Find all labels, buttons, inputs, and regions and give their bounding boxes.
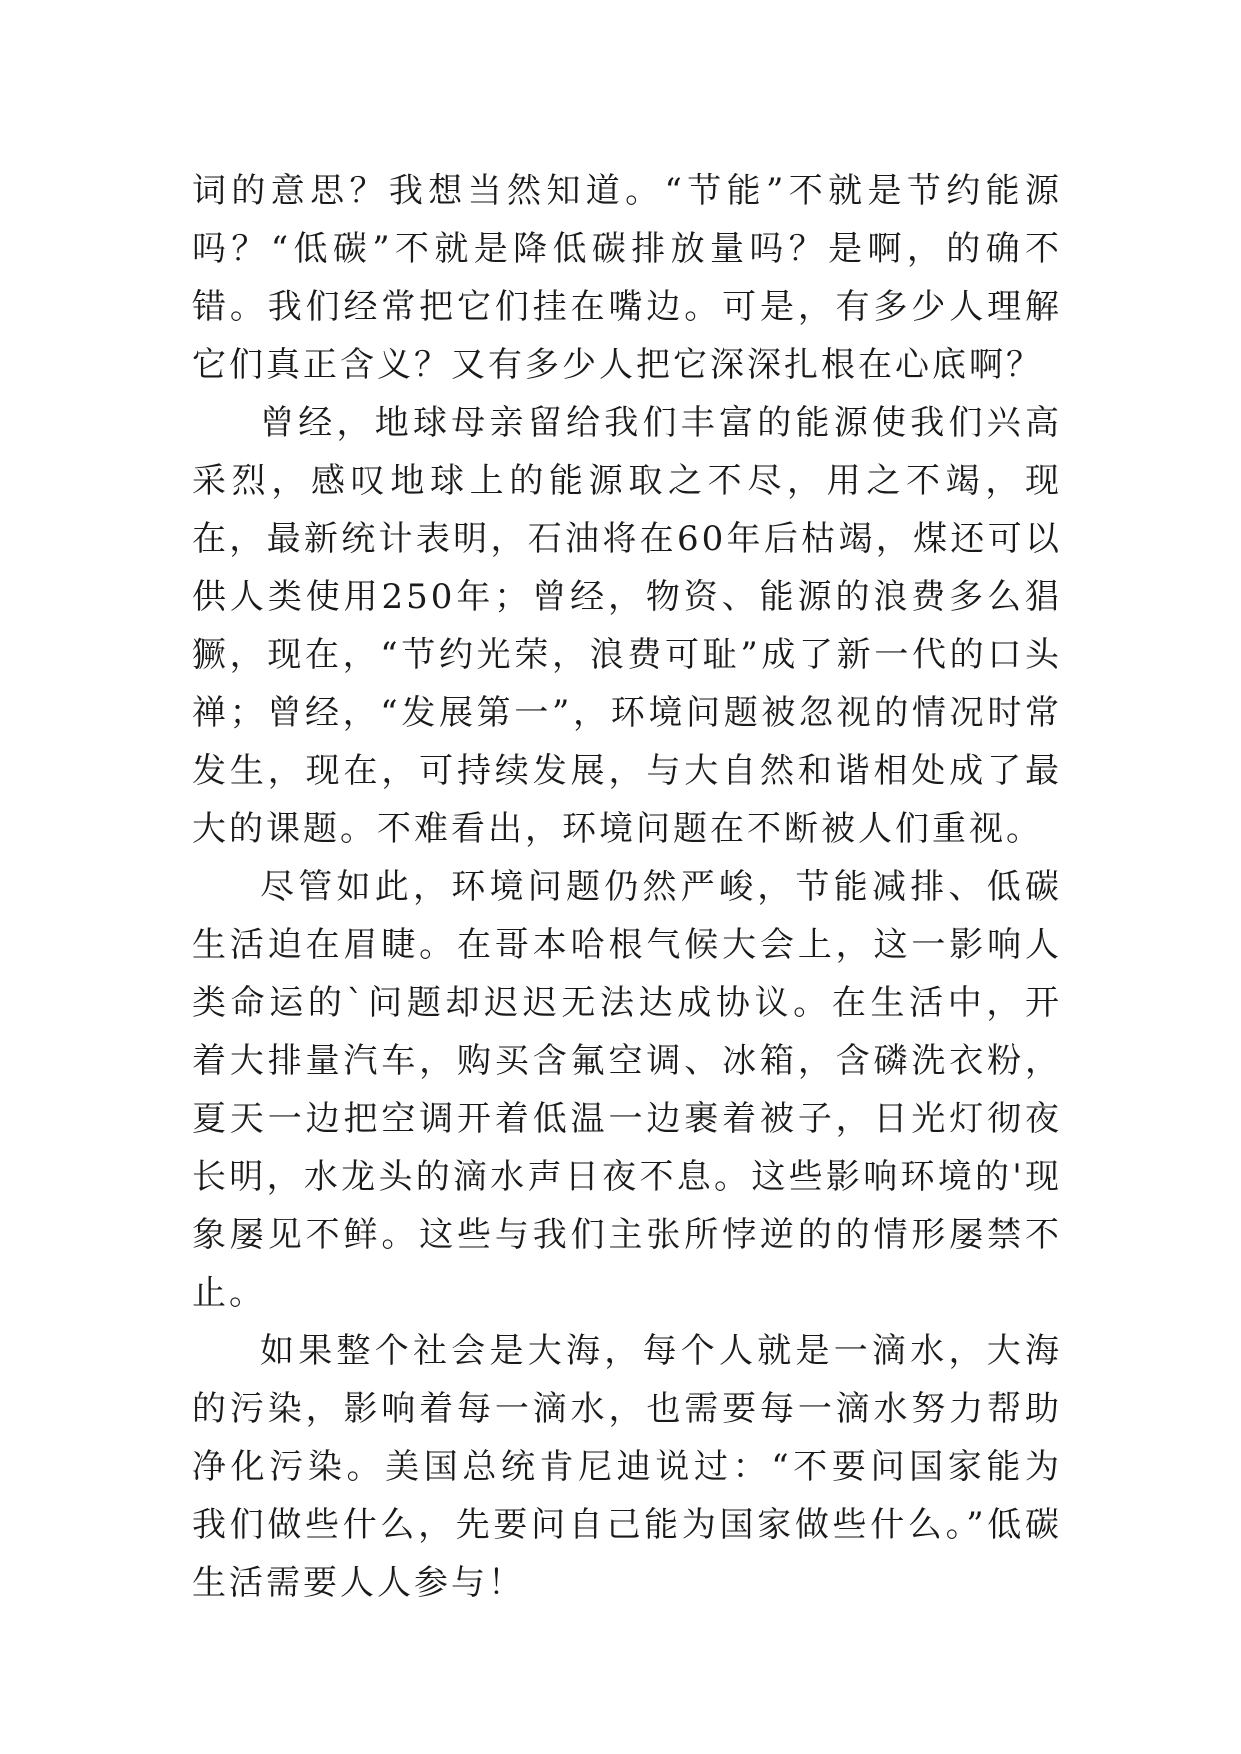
paragraph-2: 曾经，地球母亲留给我们丰富的能源使我们兴高采烈，感叹地球上的能源取之不尽，用之不竭，现在，最新统计表明，石油将在60年后枯竭，煤还可以供人类使用250年；曾经，物资、能源的浪费多么猖獗，现在，“节约光荣，浪费可耻”成了新一代的口头禅；曾经，“发展第一”，环境问题被忽视的情况时常发生，现在，可持续发展，与大自然和谐相处成了最大的课题。不难看出，环境问题在不断被人们重视。 xyxy=(192,403,1062,849)
body-text xyxy=(192,162,1062,1612)
paragraph-3: 尽管如此，环境问题仍然严峻，节能减排、低碳生活迫在眉睫。在哥本哈根气候大会上，这一影响人类命运的`问题却迟迟无法达成协议。在生活中，开着大排量汽车，购买含氟空调、冰箱，含磷洗衣粉，夏天一边把空调开着低温一边裹着被子，日光灯彻夜长明，水龙头的滴水声日夜不息。这些影响环境的'现象屡见不鲜。这些与我们主张所悖逆的的情形屡禁不止。 xyxy=(192,867,1062,1313)
paragraph-1: 词的意思？我想当然知道。“节能”不就是节约能源吗？“低碳”不就是降低碳排放量吗？是啊，的确不错。我们经常把它们挂在嘴边。可是，有多少人理解它们真正含义？又有多少人把它深深扎根在心底啊？ xyxy=(192,171,1062,385)
paragraph-4: 如果整个社会是大海，每个人就是一滴水，大海的污染，影响着每一滴水，也需要每一滴水努力帮助净化污染。美国总统肯尼迪说过：“不要问国家能为我们做些什么，先要问自己能为国家做些什么。”低碳生活需要人人参与！ xyxy=(192,1331,1062,1603)
